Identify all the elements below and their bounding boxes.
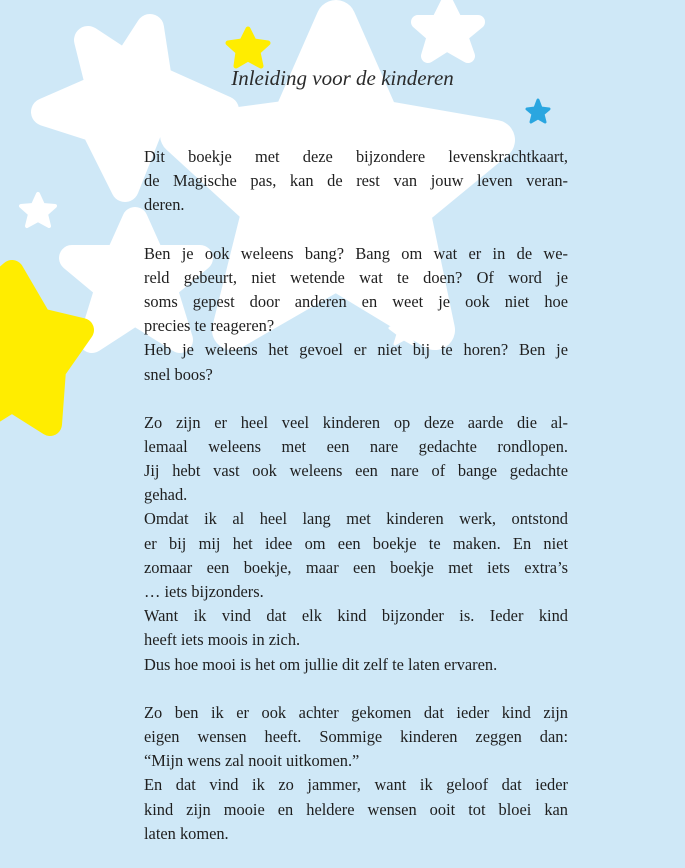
text-line: zomaar een boekje, maar een boekje met iets extra’s xyxy=(144,557,568,577)
text-line: Zo ben ik er ook achter gekomen dat ieder kind zijn xyxy=(144,702,568,722)
blue-star-icon xyxy=(527,100,549,122)
text-line: … iets bijzonders. xyxy=(144,582,264,601)
paragraph-4 xyxy=(144,701,568,846)
text-line: heeft iets moois in zich. xyxy=(144,630,301,650)
yellow-star-top-icon xyxy=(228,29,268,66)
text-line: gehad. xyxy=(144,485,188,505)
paragraph-gap xyxy=(144,218,568,242)
text-line: Dus hoe mooi is het om jullie dit zelf te laten ervaren. xyxy=(144,654,498,674)
yellow-star-left-icon xyxy=(0,272,82,424)
paragraph-2 xyxy=(144,242,568,387)
text-line: de Magische pas, kan de rest van jouw leven veran- xyxy=(144,171,568,191)
text-line: “Mijn wens zal nooit uitkomen.” xyxy=(144,751,360,771)
body-text xyxy=(144,145,568,846)
small-white-star-left-icon xyxy=(21,194,55,226)
text-line: Want ik vind dat elk kind bijzonder is. Ieder kind xyxy=(144,606,568,626)
text-line: Omdat ik al heel lang met kinderen werk, ontstond xyxy=(144,509,568,529)
text-line: Heb je weleens het gevoel er niet bij te horen? Ben je xyxy=(144,340,568,360)
text-line: Ben je ook weleens bang? Bang om wat er in de we- xyxy=(144,243,568,263)
text-line: Zo zijn er heel veel kinderen op deze aarde die al- xyxy=(144,412,568,432)
paragraph-gap xyxy=(144,387,568,411)
text-line: er bij mij het idee om een boekje te maken. En niet xyxy=(144,533,568,553)
text-line: lemaal weleens met een nare gedachte rondlopen. xyxy=(144,436,568,456)
text-line: En dat vind ik zo jammer, want ik geloof dat ieder xyxy=(144,775,568,795)
white-star-top-right-icon xyxy=(418,4,478,56)
text-line: eigen wensen heeft. Sommige kinderen zeggen dan: xyxy=(144,726,568,746)
paragraph-gap xyxy=(144,677,568,701)
paragraph-1 xyxy=(144,145,568,218)
text-line: kind zijn mooie en heldere wensen ooit tot bloei kan xyxy=(144,799,568,819)
text-line: deren. xyxy=(144,195,185,215)
text-line: soms gepest door anderen en weet je ook niet hoe xyxy=(144,291,568,311)
text-line: Jij hebt vast ook weleens een nare of bange gedachte xyxy=(144,461,568,481)
paragraph-3 xyxy=(144,411,568,677)
page-title: Inleiding voor de kinderen xyxy=(231,66,454,90)
text-line: reld gebeurt, niet wetende wat te doen? Of word je xyxy=(144,267,568,287)
text-line: Dit boekje met deze bijzondere levenskrachtkaart, xyxy=(144,147,568,166)
text-line: precies te reageren? xyxy=(144,316,275,336)
text-line: laten komen. xyxy=(144,823,229,843)
text-line: snel boos? xyxy=(144,364,213,384)
